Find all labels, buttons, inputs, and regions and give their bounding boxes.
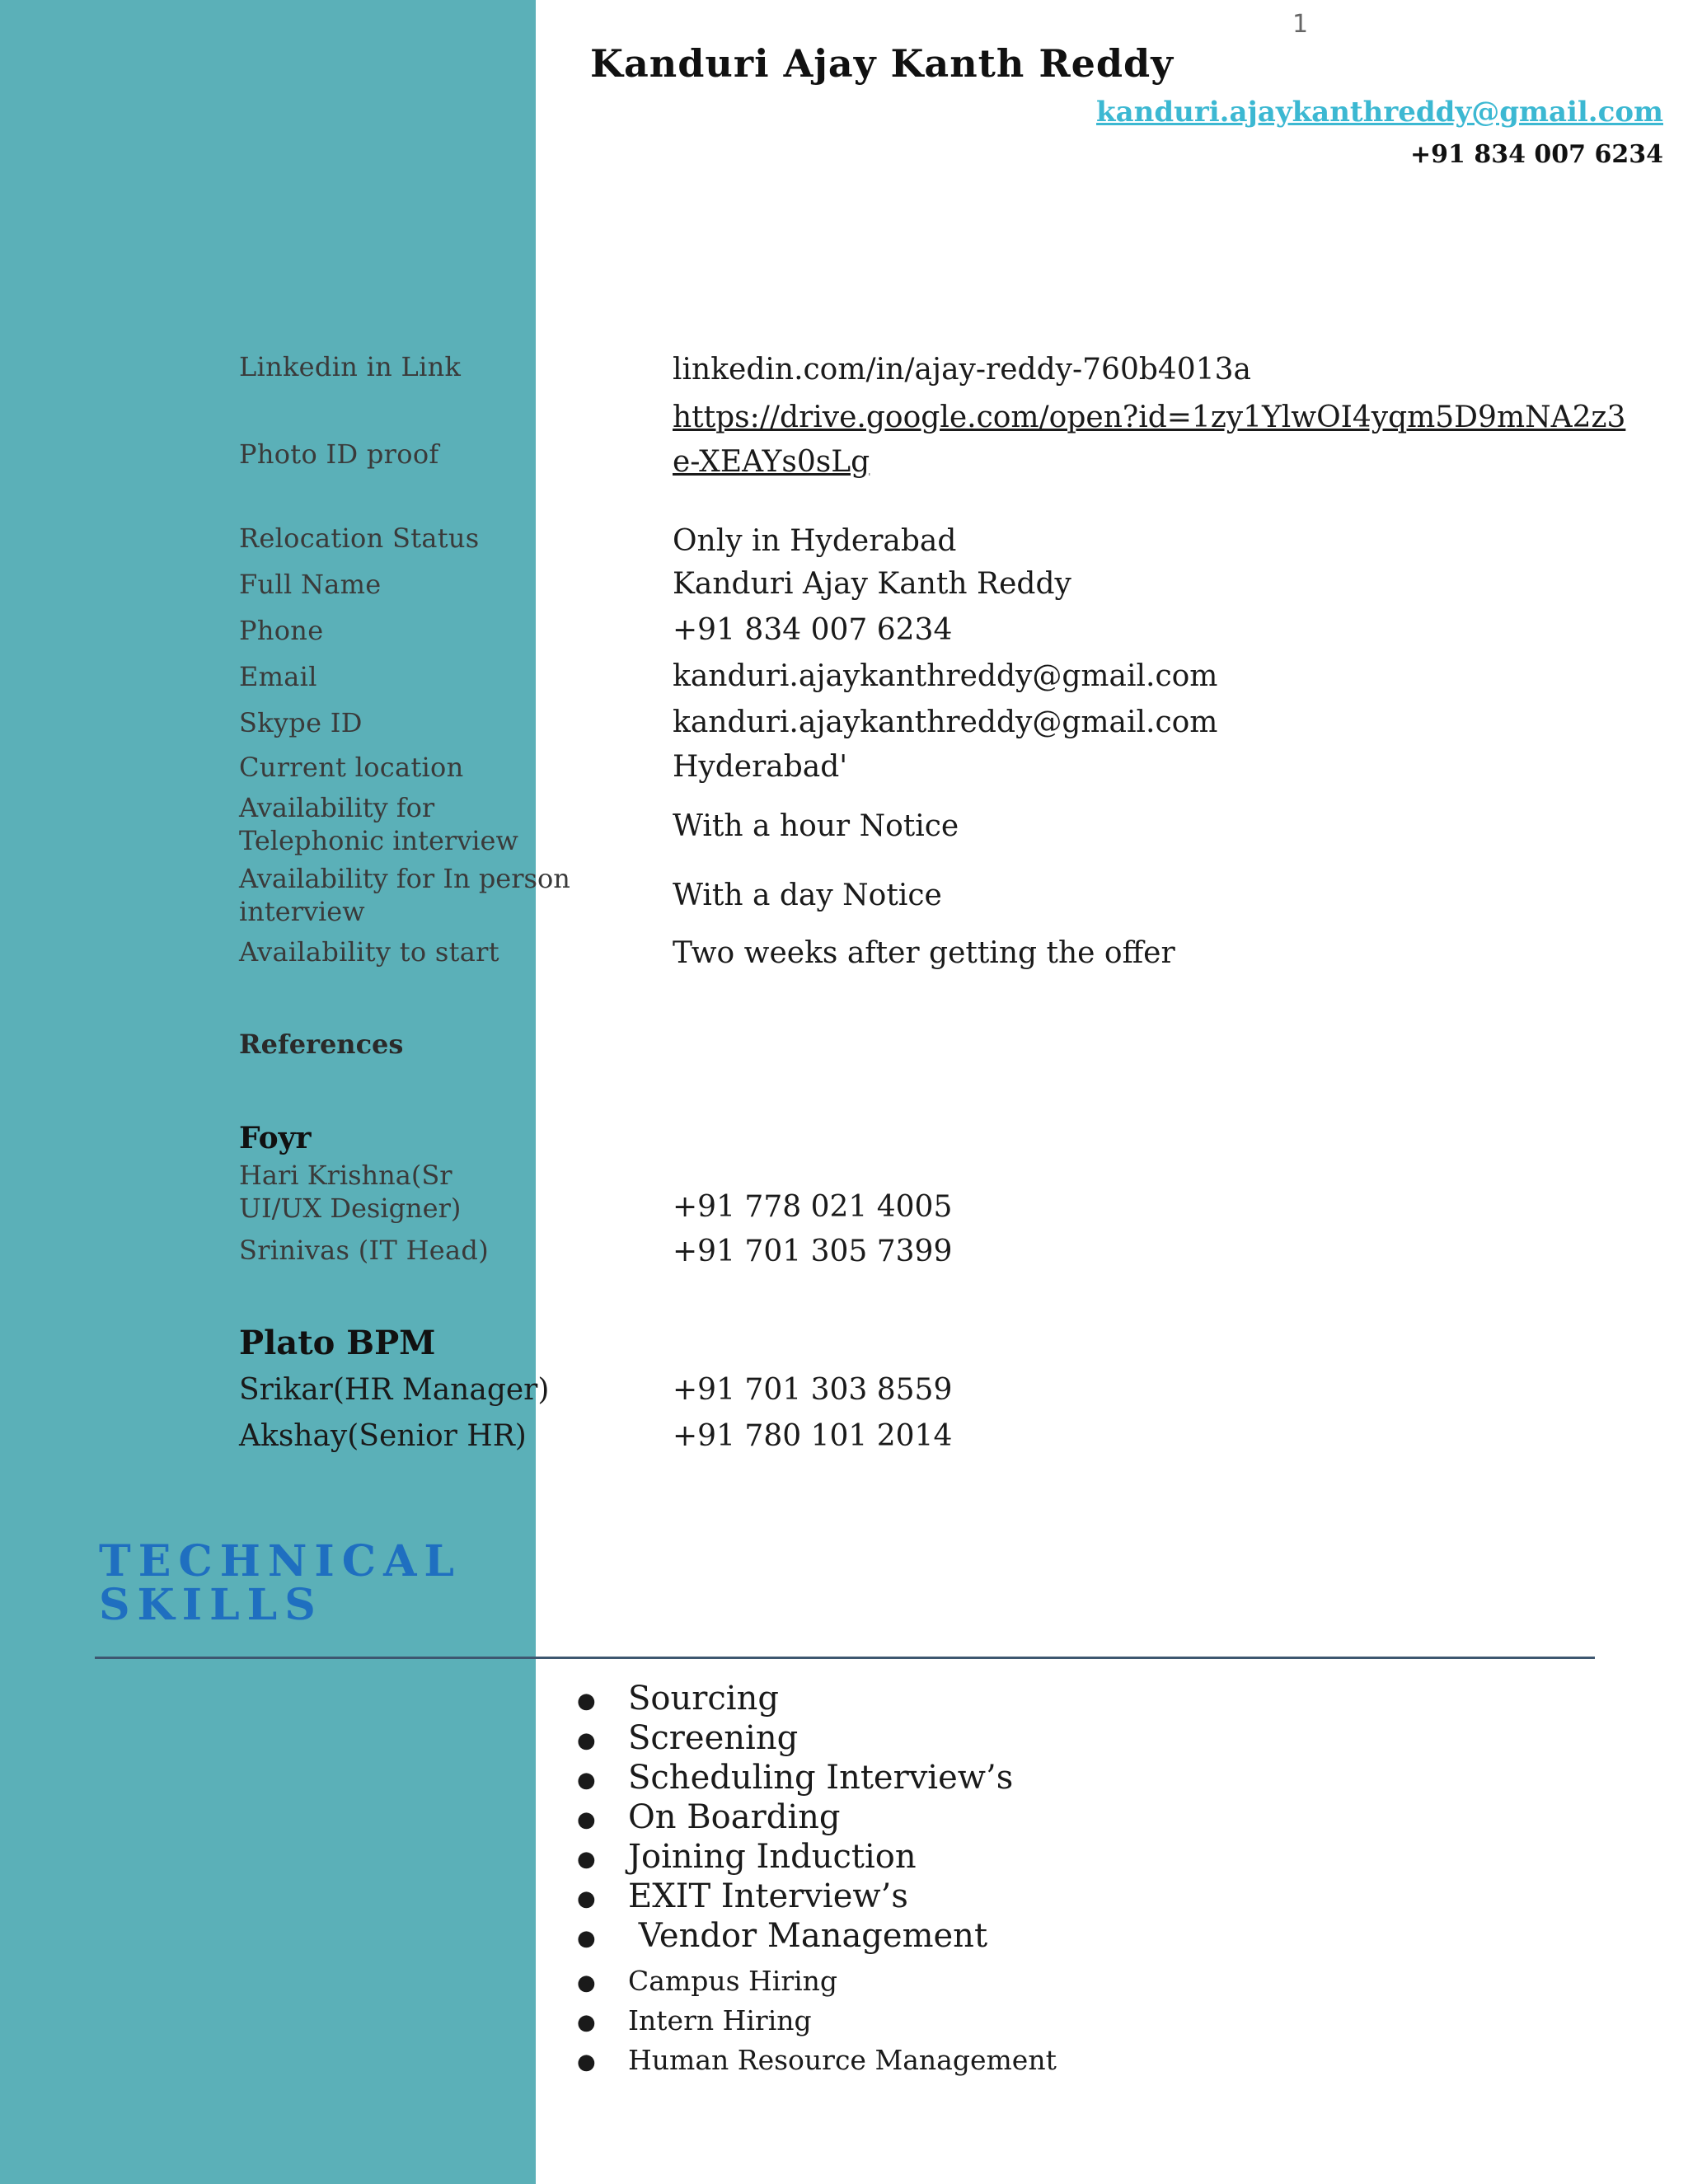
resume-name-title: Kanduri Ajay Kanth Reddy <box>590 41 1174 86</box>
label-current-location: Current location <box>239 752 464 783</box>
label-inperson-availability: Availability for In person interview <box>239 863 570 927</box>
skill-item: ● Intern Hiring <box>577 2004 812 2036</box>
value-current-location: Hyderabad' <box>673 750 848 784</box>
reference-company-foyr: Foyr <box>239 1121 312 1155</box>
bullet-icon: ● <box>577 1689 596 1713</box>
label-photo-id: Photo ID proof <box>239 438 439 470</box>
page-number: 1 <box>1292 10 1309 39</box>
references-heading: References <box>239 1029 404 1060</box>
bullet-icon: ● <box>577 2050 596 2074</box>
reference-contact-phone: +91 701 305 7399 <box>673 1235 953 1268</box>
value-inperson-availability: With a day Notice <box>673 879 942 912</box>
skill-item: ● Sourcing <box>577 1680 779 1718</box>
section-divider <box>95 1657 1595 1659</box>
technical-skills-heading: TECHNICAL SKILLS <box>99 1536 462 1630</box>
bullet-icon: ● <box>577 1886 596 1911</box>
reference-contact-label: Hari Krishna(Sr UI/UX Designer) <box>239 1160 462 1224</box>
bullet-icon: ● <box>577 1728 596 1753</box>
value-phone: +91 834 007 6234 <box>673 613 953 647</box>
reference-company-plato-bpm: Plato BPM <box>239 1324 436 1362</box>
skill-item: ● EXIT Interview’s <box>577 1877 908 1915</box>
reference-contact-label: Akshay(Senior HR) <box>239 1419 527 1453</box>
reference-contact-label: Srinivas (IT Head) <box>239 1235 489 1266</box>
bullet-icon: ● <box>577 1926 596 1951</box>
reference-contact-phone: +91 701 303 8559 <box>673 1373 953 1407</box>
bullet-icon: ● <box>577 1847 596 1872</box>
skill-item: ● Vendor Management <box>577 1917 988 1955</box>
label-email: Email <box>239 661 317 692</box>
skill-item: ● On Boarding <box>577 1798 841 1836</box>
value-relocation: Only in Hyderabad <box>673 524 957 558</box>
reference-contact-phone: +91 778 021 4005 <box>673 1190 953 1224</box>
header-phone: +91 834 007 6234 <box>1410 140 1663 169</box>
skill-item: ● Scheduling Interview’s <box>577 1759 1014 1797</box>
label-full-name: Full Name <box>239 569 382 600</box>
value-linkedin[interactable]: linkedin.com/in/ajay-reddy-760b4013a <box>673 353 1251 387</box>
label-telephonic-availability: Availability for Telephonic interview <box>239 792 518 856</box>
bullet-icon: ● <box>577 1971 596 1995</box>
bullet-icon: ● <box>577 1768 596 1793</box>
reference-contact-phone: +91 780 101 2014 <box>673 1419 953 1453</box>
label-availability-start: Availability to start <box>239 936 499 968</box>
label-phone: Phone <box>239 615 324 646</box>
bullet-icon: ● <box>577 1807 596 1832</box>
header-email-link[interactable]: kanduri.ajaykanthreddy@gmail.com <box>1096 96 1663 129</box>
sidebar-panel <box>0 0 536 2184</box>
label-skype: Skype ID <box>239 707 363 738</box>
skill-item: ● Screening <box>577 1719 799 1757</box>
value-full-name: Kanduri Ajay Kanth Reddy <box>673 567 1071 601</box>
skill-item: ● Joining Induction <box>577 1838 917 1876</box>
value-availability-start: Two weeks after getting the offer <box>673 936 1175 970</box>
value-photo-id-link[interactable]: https://drive.google.com/open?id=1zy1YlwOI4yqm5D9mNA2z3e-XEAYs0sLg <box>673 401 1626 479</box>
value-telephonic-availability: With a hour Notice <box>673 809 959 843</box>
bullet-icon: ● <box>577 2010 596 2035</box>
skill-item: ● Campus Hiring <box>577 1965 838 1997</box>
label-relocation: Relocation Status <box>239 523 480 554</box>
skill-item: ● Human Resource Management <box>577 2044 1057 2076</box>
value-email: kanduri.ajaykanthreddy@gmail.com <box>673 659 1218 693</box>
reference-contact-label: Srikar(HR Manager) <box>239 1373 550 1407</box>
value-skype: kanduri.ajaykanthreddy@gmail.com <box>673 705 1218 739</box>
label-linkedin: Linkedin in Link <box>239 351 462 382</box>
